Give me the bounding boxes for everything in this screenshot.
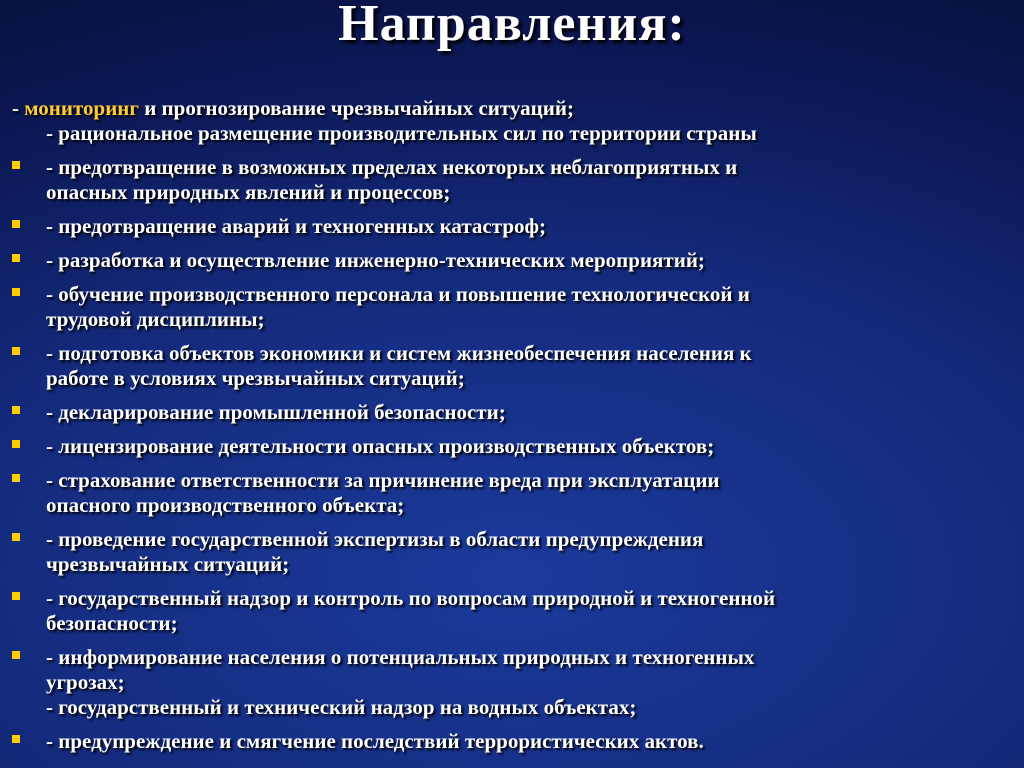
list-item — [0, 341, 1024, 391]
slide-content — [0, 96, 1024, 763]
list-item — [0, 282, 1024, 332]
list-item — [0, 729, 1024, 754]
square-bullet-icon — [12, 406, 20, 414]
list-item — [0, 434, 1024, 459]
list-item-text: работе в условиях чрезвычайных ситуаций; — [46, 366, 465, 390]
square-bullet-icon — [12, 220, 20, 228]
square-bullet-icon — [12, 254, 20, 262]
square-bullet-icon — [12, 288, 20, 296]
list-item-text: - подготовка объектов экономики и систем жизнеобеспечения населения к — [46, 341, 752, 365]
square-bullet-icon — [12, 735, 20, 743]
square-bullet-icon — [12, 533, 20, 541]
list-item-text: опасных природных явлений и процессов; — [46, 180, 451, 204]
list-item-text: - страхование ответственности за причинение вреда при эксплуатации — [46, 468, 720, 492]
list-item — [0, 527, 1024, 577]
intro-rest: и прогнозирование чрезвычайных ситуаций; — [138, 96, 574, 120]
slide-title: Направления: — [338, 0, 686, 52]
square-bullet-icon — [12, 347, 20, 355]
list-item-text: чрезвычайных ситуаций; — [46, 552, 290, 576]
square-bullet-icon — [12, 474, 20, 482]
list-item-text: - предупреждение и смягчение последствий террористических актов. — [46, 729, 704, 753]
square-bullet-icon — [12, 651, 20, 659]
list-item — [0, 400, 1024, 425]
list-item — [0, 214, 1024, 239]
list-item-text: - декларирование промышленной безопасности; — [46, 400, 506, 424]
sub-item: - рациональное размещение производительных сил по территории страны — [46, 121, 757, 145]
list-item-text: - предотвращение в возможных пределах некоторых неблагоприятных и — [46, 155, 738, 179]
list-item-text: трудовой дисциплины; — [46, 307, 265, 331]
list-item — [0, 586, 1024, 636]
square-bullet-icon — [12, 440, 20, 448]
square-bullet-icon — [12, 592, 20, 600]
list-item-text: - информирование населения о потенциальных природных и техногенных — [46, 645, 755, 669]
bullet-list — [0, 155, 1024, 754]
intro-accent-word: мониторинг — [24, 96, 139, 120]
list-item-text: - лицензирование деятельности опасных производственных объектов; — [46, 434, 715, 458]
list-item-text: - государственный надзор и контроль по вопросам природной и техногенной — [46, 586, 776, 610]
list-item-text: - государственный и технический надзор на водных объектах; — [46, 695, 637, 719]
list-item-text: угрозах; — [46, 670, 125, 694]
list-item — [0, 248, 1024, 273]
list-item — [0, 155, 1024, 205]
list-item-text: - проведение государственной экспертизы в области предупреждения — [46, 527, 704, 551]
list-item-text: - разработка и осуществление инженерно-технических мероприятий; — [46, 248, 705, 272]
intro-line — [12, 96, 1024, 121]
intro-prefix: - — [12, 96, 25, 120]
list-item-text: - предотвращение аварий и техногенных катастроф; — [46, 214, 547, 238]
list-item — [0, 645, 1024, 720]
list-item-text: опасного производственного объекта; — [46, 493, 405, 517]
list-item-text: - обучение производственного персонала и повышение технологической и — [46, 282, 750, 306]
list-item — [0, 468, 1024, 518]
list-item-text: безопасности; — [46, 611, 178, 635]
square-bullet-icon — [12, 161, 20, 169]
